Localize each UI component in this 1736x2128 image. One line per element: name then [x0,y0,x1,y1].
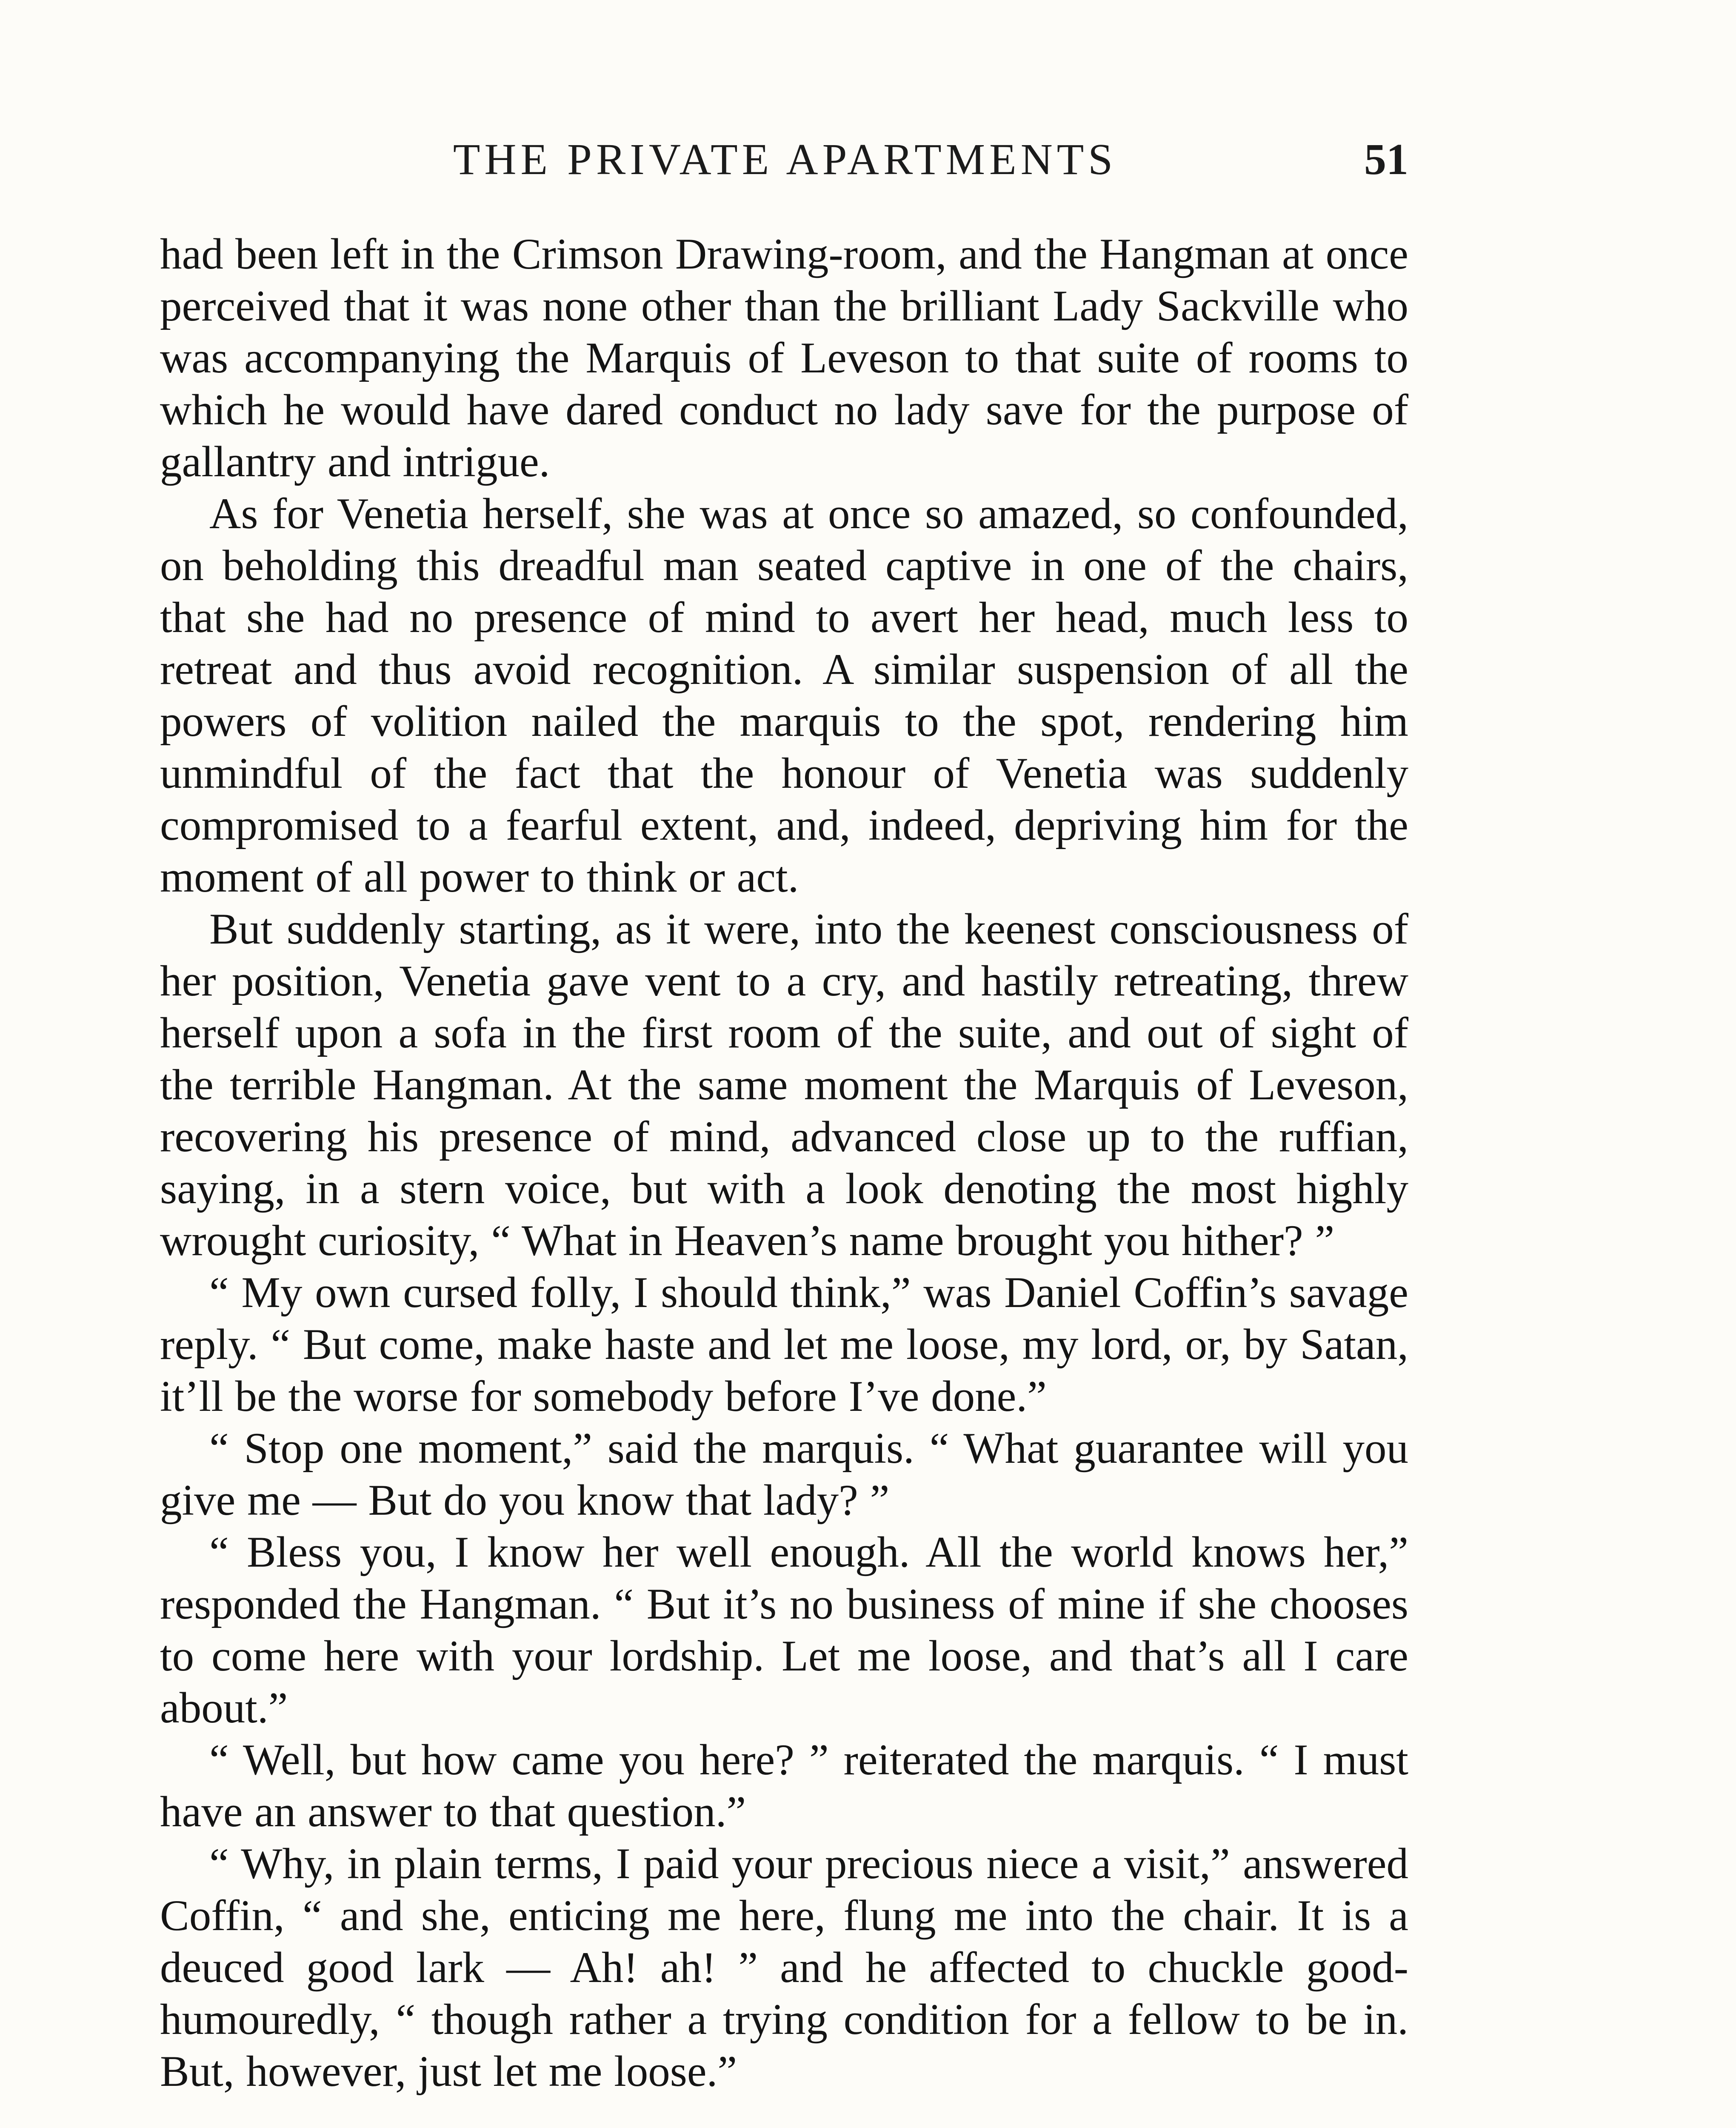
paragraph: had been left in the Crimson Drawing-room, and the Hangman at once perceived that it was none other than the brilliant Lady Sackville who was accompanying the Marquis of Leveson to that suite of rooms to which he would have dared conduct no lady save for the purpose of gallantry and intrigue. [160,230,1408,486]
page-number: 51 [1364,135,1408,184]
paragraph: “ My own cursed folly, I should think,” was Daniel Coffin’s savage reply. “ But come, make haste and let me loose, my lord, or, by Satan, it’ll be the worse for somebody before I’ve done.” [160,1268,1408,1421]
paragraph: “ Stop one moment,” said the marquis. “ What guarantee will you give me — But do you know that lady? ” [160,1424,1408,1524]
running-head [162,123,1408,187]
paragraph: “ Why, in plain terms, I paid your precious niece a visit,” answered Coffin, “ and she, enticing me here, flung me into the chair. It is a deuced good lark — Ah! ah! ” and he affected to chuckle good-humouredly, “ though rather a trying condition for a fellow to be in. But, however, just let me loose.” [160,1839,1408,2096]
paragraph: As for Venetia herself, she was at once so amazed, so confounded, on beholding this dreadful man seated captive in one of the chairs, that she had no presence of mind to avert her head, much less to retreat and thus avoid recognition. A similar suspension of all the powers of volition nailed the marquis to the spot, rendering him unmindful of the fact that the honour of Venetia was suddenly compromised to a fearful extent, and, indeed, depriving him for the moment of all power to think or act. [160,489,1408,901]
body-text [160,228,1408,2097]
paragraph: “ Well, but how came you here? ” reiterated the marquis. “ I must have an answer to that question.” [160,1736,1408,1836]
paragraph: But suddenly starting, as it were, into the keenest consciousness of her position, Venetia gave vent to a cry, and hastily retreating, threw herself upon a sofa in the first room of the suite, and out of sight of the terrible Hangman. At the same moment the Marquis of Leveson, recovering his presence of mind, advanced close up to the ruffian, saying, in a stern voice, but with a look denoting the most highly wrought curiosity, “ What in Heaven’s name brought you hither? ” [160,905,1408,1265]
running-title: THE PRIVATE APARTMENTS [453,135,1117,184]
paragraph: “ Bless you, I know her well enough. All the world knows her,” responded the Hangman. “ But it’s no business of mine if she chooses to come here with your lordship. Let me loose, and that’s all I care about.” [160,1528,1408,1732]
